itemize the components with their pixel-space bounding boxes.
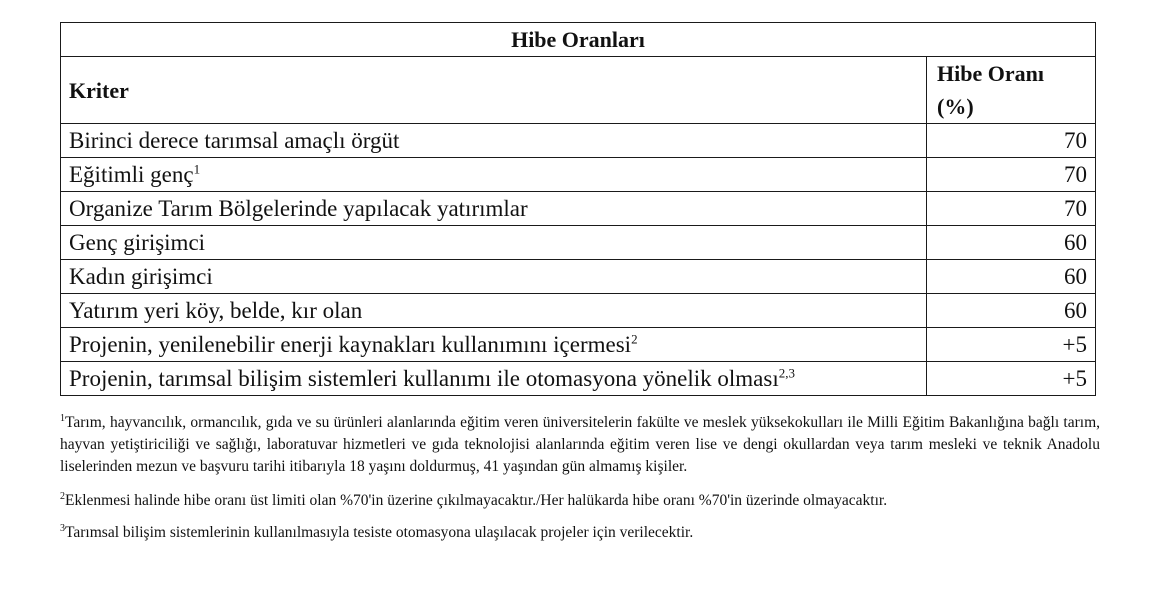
criterion-cell	[61, 328, 927, 362]
rate-cell: 60	[927, 294, 1096, 328]
footnote-text: Tarımsal bilişim sistemlerinin kullanılmasıyla tesiste otomasyona ulaşılacak projeler için verilecektir.	[65, 524, 694, 541]
table-title: Hibe Oranları	[61, 23, 1096, 57]
criterion-label: Eğitimli genç	[69, 162, 194, 187]
table-row	[61, 158, 1096, 192]
table-title-row	[61, 23, 1096, 57]
rate-cell: +5	[927, 362, 1096, 396]
criterion-cell	[61, 294, 927, 328]
rate-cell: 70	[927, 124, 1096, 158]
footnote-text: Tarım, hayvancılık, ormancılık, gıda ve su ürünleri alanlarında eğitim veren üniversitelerin fakülte ve meslek yüksekokulları ile Milli Eğitim Bakanlığına bağlı tarım, hayvan yetiştiriciliği ve sağlığı, laboratuvar hizmetleri ve gıda teknolojisi alanlarında eğitim veren lise ve dengi okullardan veya tarım mesleki ve teknik Anadolu liselerinden mezun ve başvuru tarihi itibarıyla 18 yaşını doldurmuş, 41 yaşından gün almamış kişiler.	[60, 414, 1100, 475]
rate-header-line2: (%)	[937, 94, 974, 119]
criterion-cell	[61, 260, 927, 294]
table-row	[61, 226, 1096, 260]
table-header-row	[61, 57, 1096, 124]
footnote-ref: 2,3	[778, 365, 795, 381]
footnote-mark: 2	[60, 490, 65, 502]
rate-cell: 60	[927, 260, 1096, 294]
rate-header-line1: Hibe Oranı	[937, 61, 1044, 86]
table-row	[61, 328, 1096, 362]
criterion-label: Yatırım yeri köy, belde, kır olan	[69, 298, 363, 323]
table-row	[61, 362, 1096, 396]
criterion-header: Kriter	[61, 57, 927, 124]
criterion-label: Projenin, tarımsal bilişim sistemleri kullanımı ile otomasyona yönelik olması	[69, 366, 779, 391]
criterion-label: Projenin, yenilenebilir enerji kaynakları kullanımını içermesi	[69, 332, 632, 357]
table-body	[61, 124, 1096, 396]
grant-rates-table	[60, 22, 1096, 396]
footnote-ref: 1	[193, 161, 201, 177]
rate-cell: +5	[927, 328, 1096, 362]
criterion-cell	[61, 362, 927, 396]
rate-cell: 70	[927, 158, 1096, 192]
table-row	[61, 124, 1096, 158]
footnote	[60, 490, 1100, 512]
criterion-cell	[61, 226, 927, 260]
criterion-label: Genç girişimci	[69, 230, 206, 255]
criterion-label: Organize Tarım Bölgelerinde yapılacak yatırımlar	[69, 196, 528, 221]
footnote-mark: 3	[60, 522, 65, 534]
criterion-label: Birinci derece tarımsal amaçlı örgüt	[69, 128, 400, 153]
criterion-cell	[61, 192, 927, 226]
criterion-label: Kadın girişimci	[69, 264, 213, 289]
rate-cell: 70	[927, 192, 1096, 226]
footnote-mark: 1	[60, 412, 65, 424]
table-row	[61, 294, 1096, 328]
footnote-ref: 2	[631, 331, 638, 347]
footnote	[60, 412, 1100, 478]
rate-cell: 60	[927, 226, 1096, 260]
criterion-cell	[61, 124, 927, 158]
rate-header	[927, 57, 1096, 124]
footnote	[60, 522, 1100, 544]
table-row	[61, 192, 1096, 226]
table-row	[61, 260, 1096, 294]
footnote-text: Eklenmesi halinde hibe oranı üst limiti olan %70'in üzerine çıkılmayacaktır./Her halükarda hibe oranı %70'in üzerinde olmayacaktır.	[65, 492, 888, 509]
footnotes	[60, 412, 1100, 554]
criterion-cell	[61, 158, 927, 192]
